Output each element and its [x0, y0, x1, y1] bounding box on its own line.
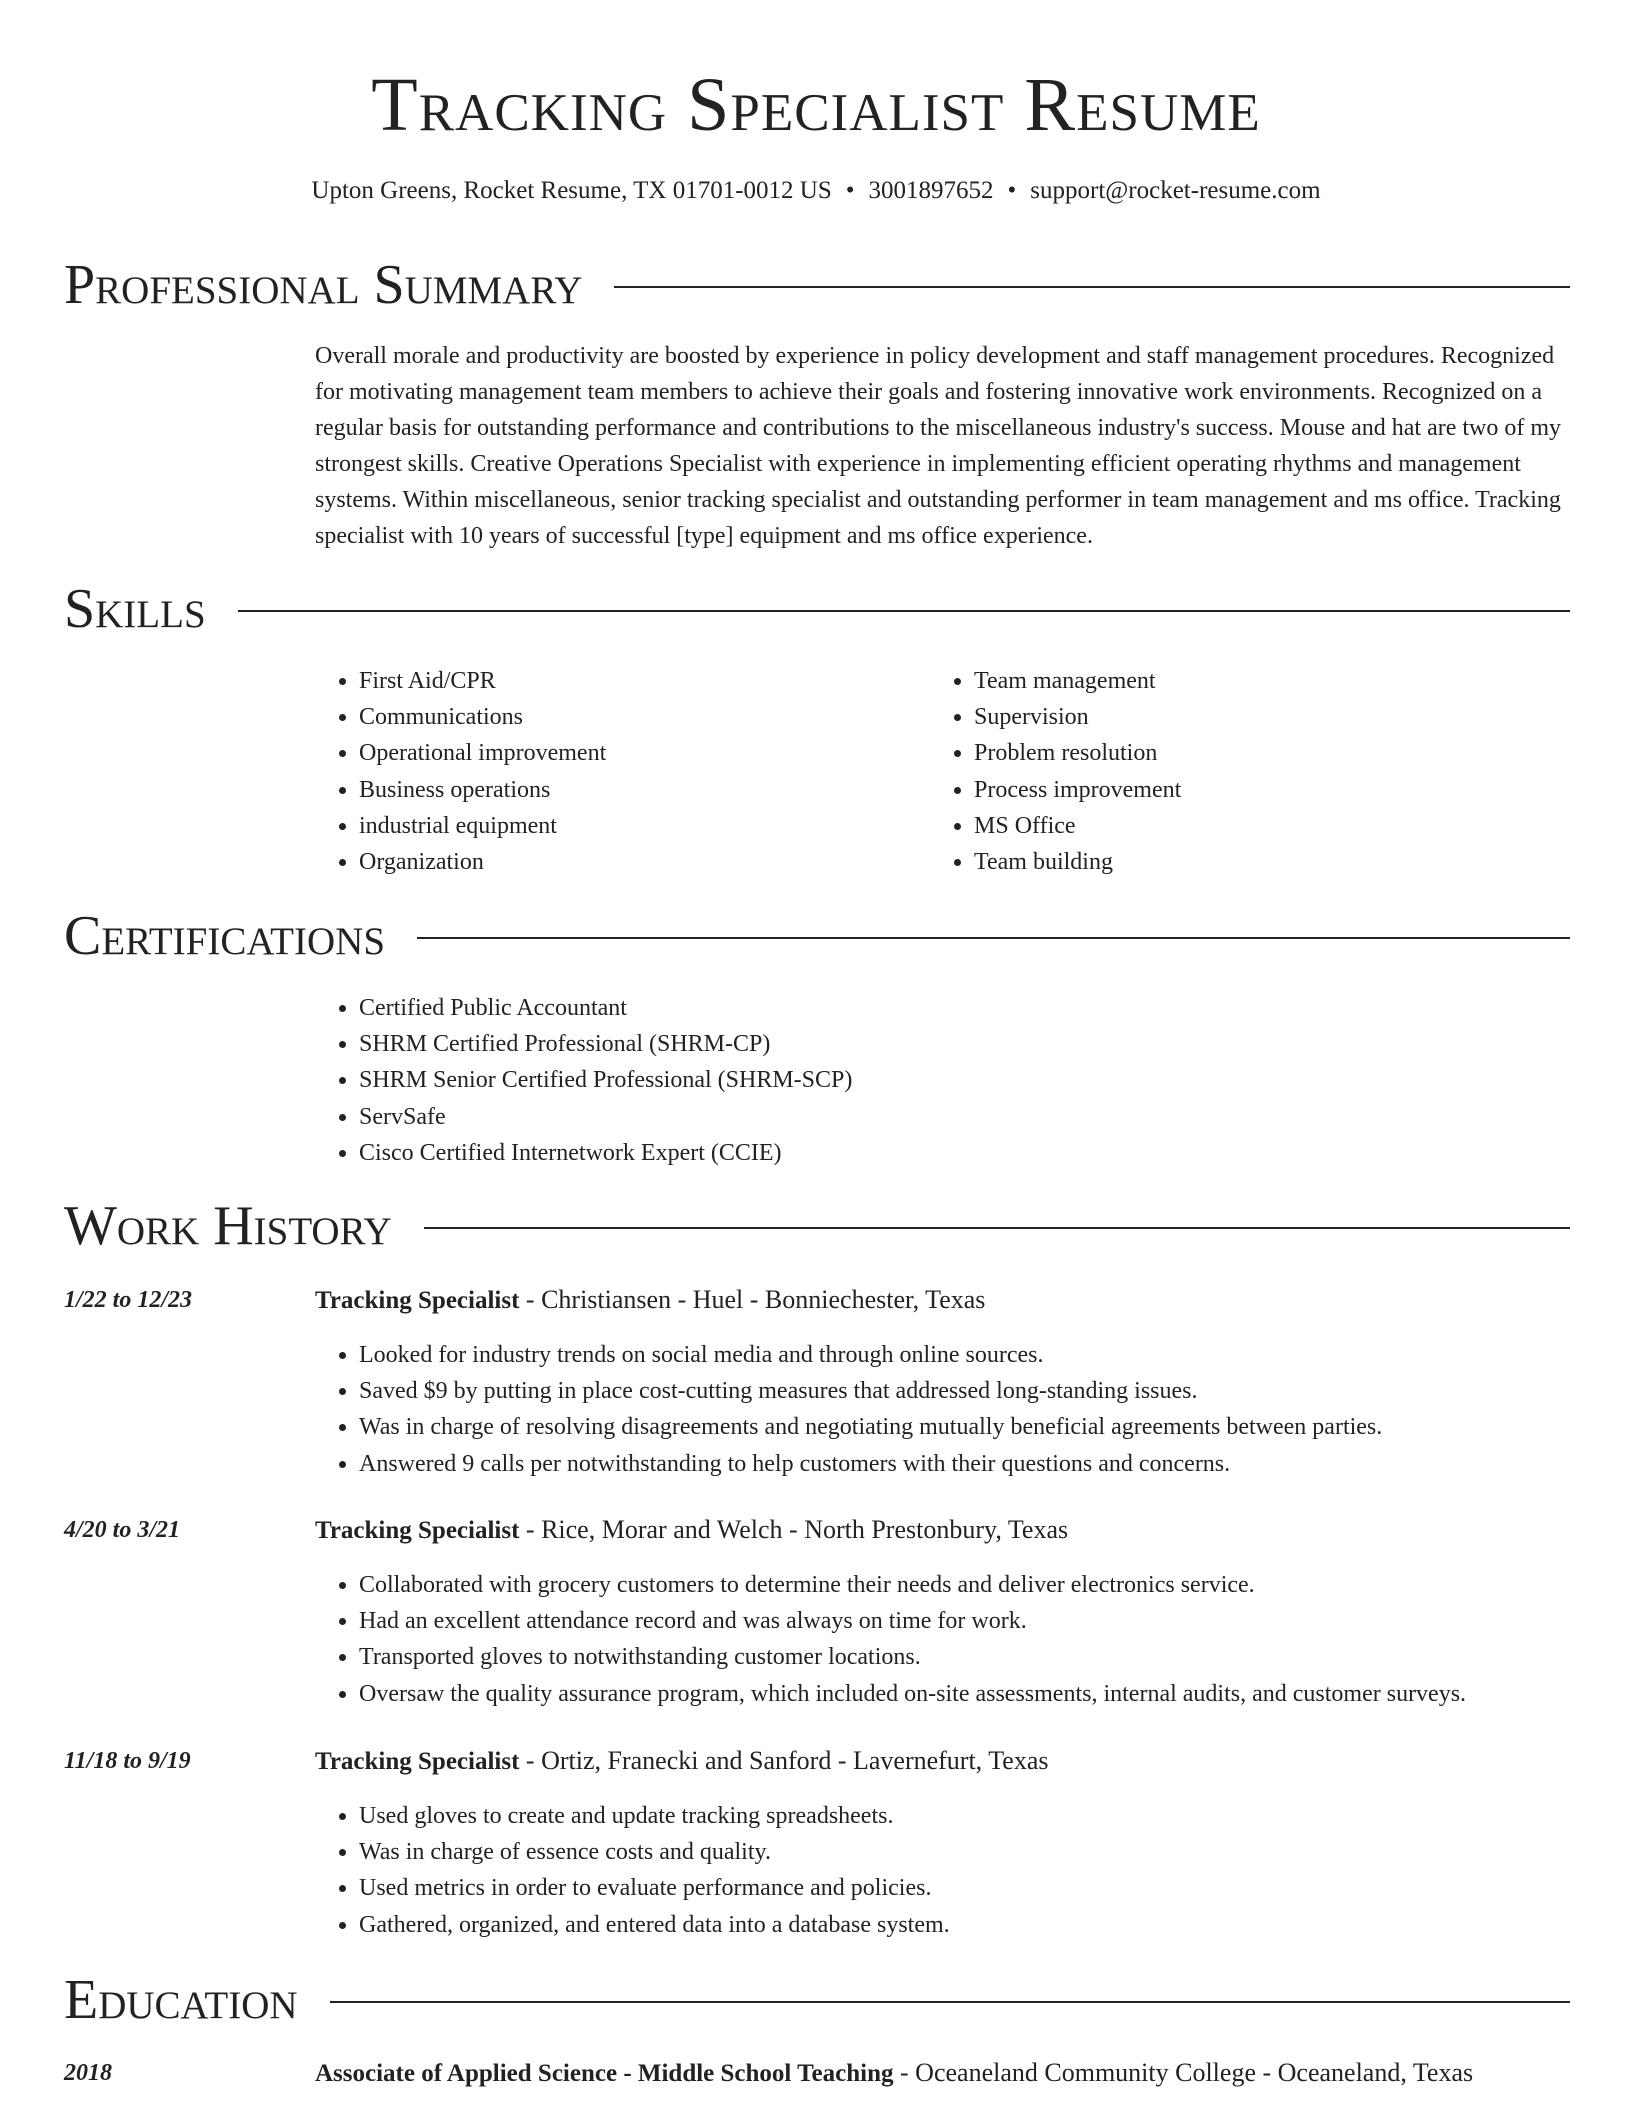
- section-title-summary: Professional Summary: [64, 254, 583, 316]
- job-duties: [315, 1337, 1575, 1482]
- job-duties: [315, 1567, 1575, 1712]
- list-item: • Certified Public Accountant: [359, 990, 852, 1026]
- list-item: • Oversaw the quality assurance program, which included on-site assessments, internal audits, and customer surveys.: [359, 1676, 1575, 1712]
- list-item: • Transported gloves to notwithstanding customer locations.: [359, 1639, 1575, 1675]
- job-employer: - Ortiz, Franecki and Sanford - Lavernefurt, Texas: [519, 1746, 1049, 1775]
- list-item: • Cisco Certified Internetwork Expert (CCIE): [359, 1135, 852, 1171]
- list-item: • industrial equipment: [359, 808, 606, 844]
- list-item: • Was in charge of essence costs and quality.: [359, 1834, 1575, 1870]
- section-title-education: Education: [64, 1969, 298, 2031]
- list-item: • Looked for industry trends on social media and through online sources.: [359, 1337, 1575, 1373]
- list-item: • SHRM Certified Professional (SHRM-CP): [359, 1026, 852, 1062]
- contact-line: [0, 175, 1632, 207]
- education-school: - Oceaneland Community College - Oceaneland, Texas: [893, 2058, 1474, 2087]
- section-header-education: [64, 1965, 1570, 2035]
- list-item: • SHRM Senior Certified Professional (SHRM-SCP): [359, 1062, 852, 1098]
- list-item: • Answered 9 calls per notwithstanding to help customers with their questions and concerns.: [359, 1446, 1575, 1482]
- job-dates: 11/18 to 9/19: [64, 1748, 191, 1774]
- job-duties: [315, 1798, 1575, 1943]
- section-divider: [424, 1227, 1570, 1229]
- list-item: • Team building: [974, 844, 1181, 880]
- contact-address: Upton Greens, Rocket Resume, TX 01701-0012 US: [311, 177, 832, 204]
- education-degree: Associate of Applied Science - Middle School Teaching: [315, 2060, 894, 2087]
- list-item: • MS Office: [974, 808, 1181, 844]
- list-item: • Problem resolution: [974, 735, 1181, 771]
- contact-separator: •: [845, 177, 855, 204]
- section-header-skills: [64, 574, 1570, 644]
- education-line: [315, 2056, 1473, 2091]
- list-item: • Operational improvement: [359, 735, 606, 771]
- list-item: • Saved $9 by putting in place cost-cutting measures that addressed long-standing issues.: [359, 1373, 1575, 1409]
- job-title: Tracking Specialist: [315, 1517, 520, 1544]
- section-title-work-history: Work History: [64, 1195, 392, 1257]
- list-item: • Supervision: [974, 699, 1181, 735]
- summary-text: Overall morale and productivity are boosted by experience in policy development and staff management procedures. Recognized for motivating management team members to achieve their goals and fostering innovative work environments. Recognized on a regular basis for outstanding performance and contributions to the miscellaneous industry's success. Mouse and hat are two of my strongest skills. Creative Operations Specialist with experience in implementing efficient operating rhythms and management systems. Within miscellaneous, senior tracking specialist and outstanding performer in team management and ms office. Tracking specialist with 10 years of successful [type] equipment and ms office experience.: [315, 343, 1562, 549]
- contact-phone: 3001897652: [868, 177, 994, 204]
- job-title: Tracking Specialist: [315, 1287, 520, 1314]
- list-item: • Gathered, organized, and entered data into a database system.: [359, 1907, 1575, 1943]
- list-item: • Collaborated with grocery customers to determine their needs and deliver electronics service.: [359, 1567, 1575, 1603]
- list-item: • Communications: [359, 699, 606, 735]
- list-item: • Had an excellent attendance record and was always on time for work.: [359, 1603, 1575, 1639]
- contact-email[interactable]: support@rocket-resume.com: [1030, 177, 1321, 204]
- section-title-certifications: Certifications: [64, 905, 386, 967]
- section-divider: [417, 937, 1570, 939]
- education-year: 2018: [64, 2060, 112, 2086]
- section-title-skills: Skills: [64, 578, 206, 640]
- resume-title: Tracking Specialist Resume: [371, 63, 1261, 147]
- skills-column-left: [315, 663, 606, 880]
- section-divider: [330, 2001, 1570, 2003]
- section-divider: [238, 610, 1570, 612]
- job-employer: - Christiansen - Huel - Bonniechester, Texas: [519, 1285, 986, 1314]
- list-item: • Business operations: [359, 772, 606, 808]
- section-header-certifications: [64, 901, 1570, 971]
- list-item: • Was in charge of resolving disagreements and negotiating mutually beneficial agreements between parties.: [359, 1409, 1575, 1445]
- list-item: • Organization: [359, 844, 606, 880]
- job-title-line: [315, 1283, 985, 1318]
- certifications-list: [315, 990, 852, 1171]
- skills-column-right: [930, 663, 1181, 880]
- job-title-line: [315, 1744, 1048, 1779]
- job-title-line: [315, 1513, 1068, 1548]
- contact-separator: •: [1007, 177, 1017, 204]
- list-item: • ServSafe: [359, 1099, 852, 1135]
- section-header-summary: [64, 250, 1570, 320]
- job-dates: 1/22 to 12/23: [64, 1287, 193, 1313]
- list-item: • Team management: [974, 663, 1181, 699]
- job-employer: - Rice, Morar and Welch - North Prestonbury, Texas: [519, 1515, 1069, 1544]
- list-item: • Used gloves to create and update tracking spreadsheets.: [359, 1798, 1575, 1834]
- list-item: • Used metrics in order to evaluate performance and policies.: [359, 1870, 1575, 1906]
- section-header-work-history: [64, 1191, 1570, 1261]
- job-dates: 4/20 to 3/21: [64, 1517, 181, 1543]
- list-item: • Process improvement: [974, 772, 1181, 808]
- section-divider: [614, 286, 1570, 288]
- list-item: • First Aid/CPR: [359, 663, 606, 699]
- job-title: Tracking Specialist: [315, 1748, 520, 1775]
